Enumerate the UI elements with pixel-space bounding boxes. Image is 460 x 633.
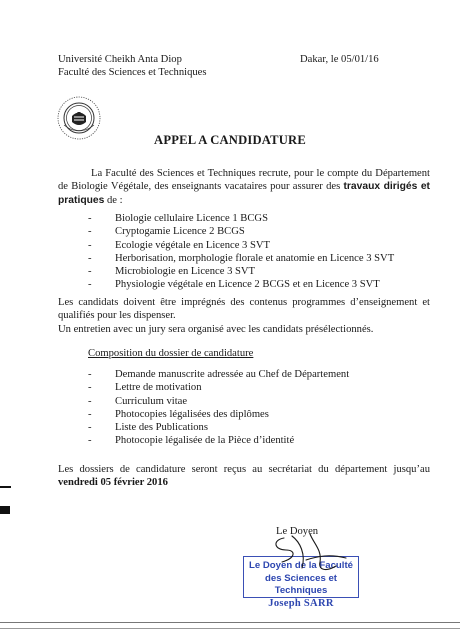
scan-edge-mark	[0, 486, 11, 488]
course-item: Herborisation, morphologie florale et anatomie en Licence 3 SVT	[115, 252, 395, 264]
list-item	[88, 381, 428, 394]
dash-bullet: -	[88, 266, 92, 278]
dash-bullet: -	[88, 226, 92, 238]
intro-tail: de :	[104, 195, 123, 207]
course-item: Microbiologie en Licence 3 SVT	[115, 266, 256, 278]
dash-bullet: -	[88, 279, 92, 291]
stamp-line-1: Le Doyen de la Faculté	[249, 560, 353, 571]
faculty-name: Faculté des Sciences et Techniques	[58, 67, 207, 78]
list-item	[88, 368, 428, 381]
university-name: Université Cheikh Anta Diop	[58, 54, 182, 65]
dash-bullet: -	[88, 252, 92, 264]
list-item	[88, 395, 428, 408]
letterhead	[58, 53, 207, 79]
interview-text: Un entretien avec un jury sera organisé avec les candidats présélectionnés.	[58, 323, 374, 335]
course-item: Ecologie végétale en Licence 3 SVT	[115, 239, 271, 251]
list-item	[88, 252, 428, 265]
requirements-text: Les candidats doivent être imprégnés des contenus programmes d’enseignement et qualifiés pour les dispenser.	[58, 297, 430, 322]
scan-bottom-edge	[0, 622, 460, 623]
list-item	[88, 239, 428, 252]
intro-bold-text: travaux dirigés et pratiques	[58, 181, 430, 207]
dossier-item: Photocopie légalisée de la Pièce d’identité	[115, 435, 295, 447]
dossier-item: Liste des Publications	[115, 422, 208, 434]
scan-bottom-edge	[0, 628, 460, 629]
dossier-item: Photocopies légalisées des diplômes	[115, 408, 269, 420]
deposit-text: Les dossiers de candidature seront reçus au secrétariat du département jusqu’au	[58, 464, 430, 475]
stamp-name: Joseph SARR	[268, 597, 334, 609]
page-title: APPEL A CANDIDATURE	[154, 133, 306, 147]
dossier-item: Demande manuscrite adressée au Chef de Département	[115, 369, 350, 380]
course-list	[88, 212, 428, 292]
deadline-date: vendredi 05 février 2016	[58, 477, 168, 489]
deposit-paragraph	[58, 463, 430, 490]
scan-edge-mark	[0, 506, 10, 514]
dash-bullet: -	[88, 422, 92, 434]
dossier-heading: Composition du dossier de candidature	[88, 348, 254, 359]
list-item	[88, 421, 428, 434]
dash-bullet: -	[88, 239, 92, 251]
dash-bullet: -	[88, 395, 92, 407]
dash-bullet: -	[88, 369, 92, 380]
dash-bullet: -	[88, 435, 92, 447]
signatory-role: Le Doyen	[276, 526, 319, 537]
dash-bullet: -	[88, 408, 92, 420]
course-item: Cryptogamie Licence 2 BCGS	[115, 226, 245, 238]
stamp-line-2: des Sciences et Techniques	[265, 572, 337, 596]
dossier-item: Curriculum vitae	[115, 395, 188, 407]
dash-bullet: -	[88, 213, 92, 224]
list-item	[88, 408, 428, 421]
dossier-list	[88, 368, 428, 448]
handwritten-signature	[266, 532, 356, 574]
list-item	[88, 225, 428, 238]
dossier-item: Lettre de motivation	[115, 382, 202, 394]
intro-paragraph	[58, 167, 430, 208]
list-item	[88, 278, 428, 291]
place-date: Dakar, le 05/01/16	[300, 54, 379, 65]
course-item: Biologie cellulaire Licence 1 BCGS	[115, 213, 268, 224]
dash-bullet: -	[88, 382, 92, 394]
course-item: Physiologie végétale en Licence 2 BCGS et en Licence 3 SVT	[115, 279, 380, 291]
intro-text: La Faculté des Sciences et Techniques recrute, pour le compte du Département de Biologie Végétale, des enseignants vacataires pour assurer des	[58, 168, 430, 193]
candidates-paragraph	[58, 296, 430, 336]
list-item	[88, 212, 428, 225]
list-item	[88, 434, 428, 447]
list-item	[88, 265, 428, 278]
